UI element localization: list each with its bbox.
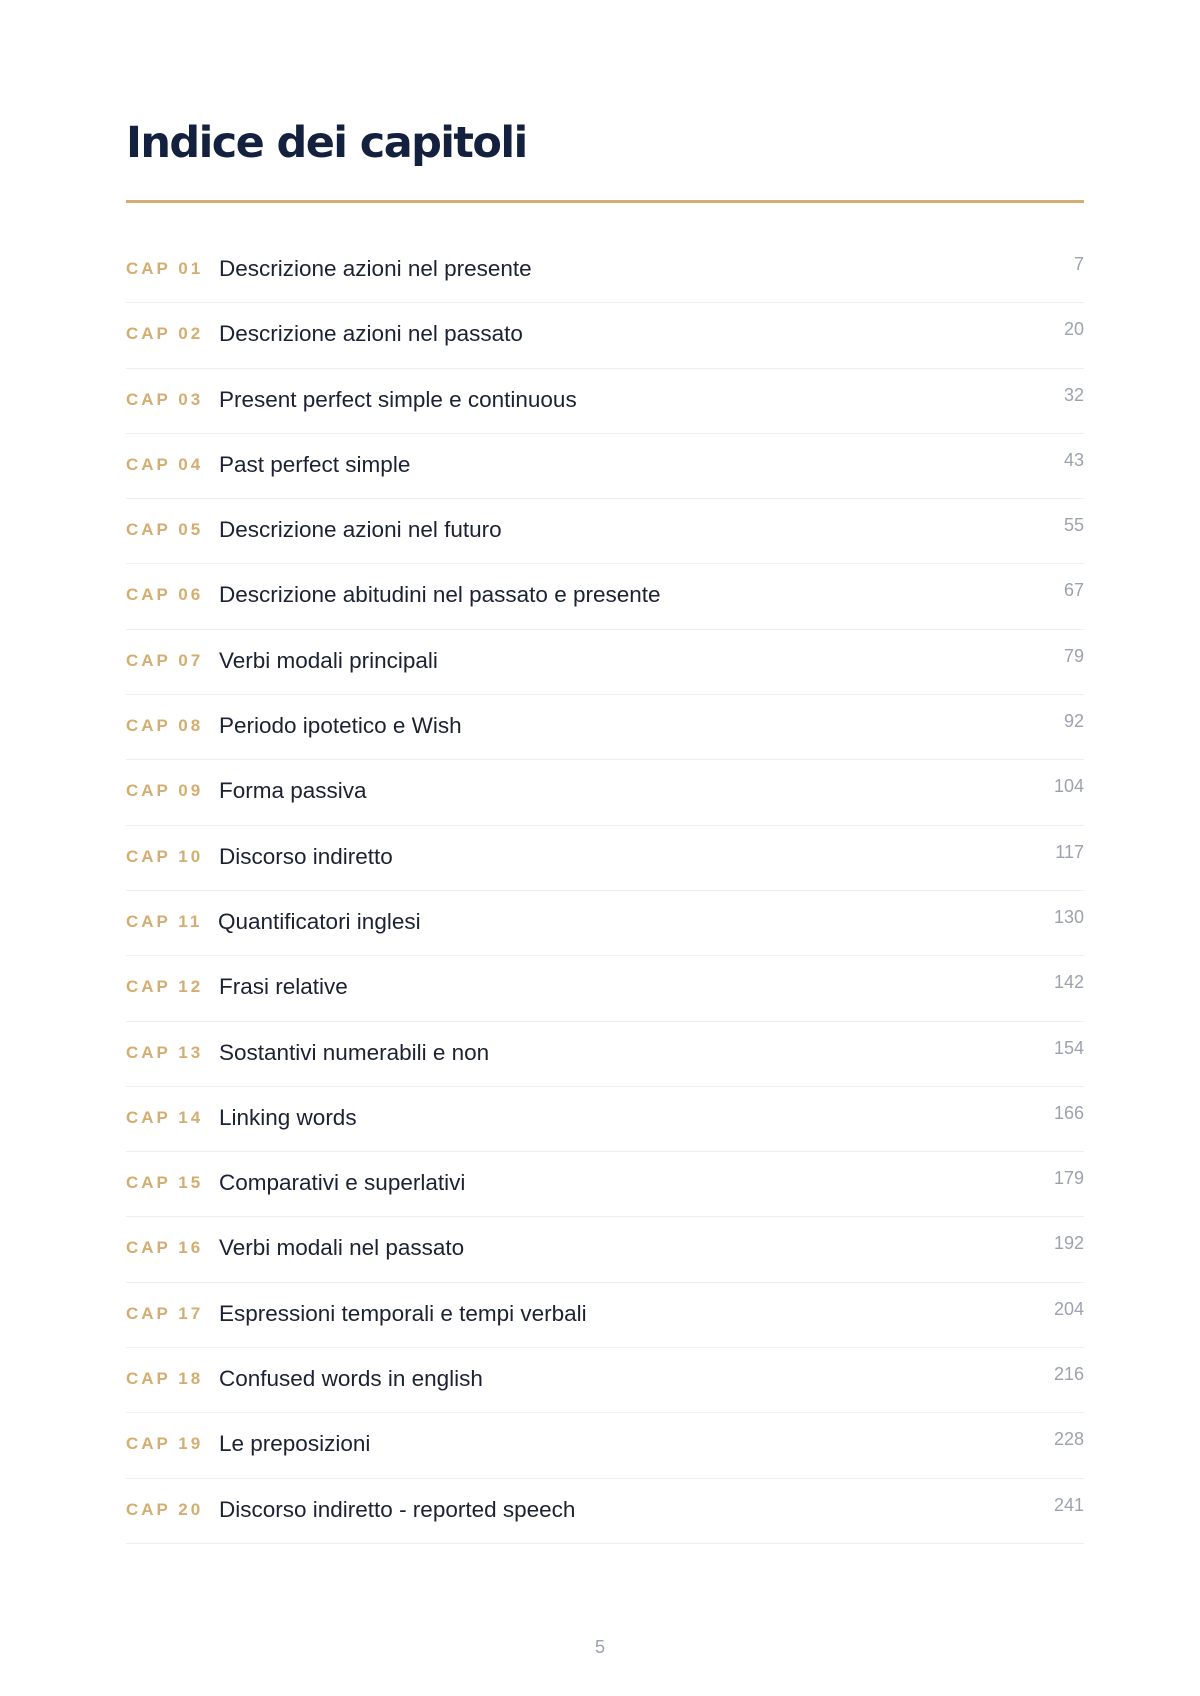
chapter-label: CAP 07 [126,650,204,670]
toc-entry[interactable] [126,499,1084,564]
chapter-title: Linking words [219,1104,357,1130]
chapter-page-number: 79 [1063,645,1084,666]
toc-entry[interactable] [126,760,1084,825]
chapter-page-number: 142 [1053,972,1084,993]
chapter-page-number: 55 [1063,515,1084,536]
toc-entry[interactable] [126,238,1084,303]
chapter-title: Espressioni temporali e tempi verbali [219,1300,587,1326]
chapter-title: Verbi modali principali [219,647,438,673]
chapter-title: Descrizione abitudini nel passato e presente [219,582,661,608]
chapter-page-number: 241 [1053,1494,1084,1515]
chapter-title: Descrizione azioni nel presente [219,256,532,281]
chapter-page-number: 154 [1053,1037,1084,1058]
chapter-page-number: 67 [1063,580,1084,601]
chapter-label: CAP 05 [126,520,204,540]
chapter-page-number: 216 [1053,1364,1084,1385]
chapter-title: Verbi modali nel passato [219,1235,465,1261]
chapter-label: CAP 15 [126,1173,204,1193]
chapter-page-number: 104 [1053,776,1084,797]
chapter-title: Periodo ipotetico e Wish [219,713,462,739]
chapter-page-number: 32 [1063,384,1084,405]
chapter-label: CAP 02 [126,324,204,344]
chapter-label: CAP 19 [126,1434,204,1454]
toc-entry[interactable] [126,1022,1084,1087]
chapter-label: CAP 14 [126,1107,204,1127]
title-divider [126,200,1084,203]
chapter-title: Sostantivi numerabili e non [219,1039,490,1065]
toc-entry[interactable] [126,1152,1084,1217]
chapter-title: Discorso indiretto [219,843,393,869]
toc-entry[interactable] [126,434,1084,499]
chapter-title: Past perfect simple [219,451,411,477]
toc-entry[interactable] [126,1217,1084,1282]
toc-entry[interactable] [126,695,1084,760]
chapter-label: CAP 09 [126,781,204,801]
chapter-label: CAP 01 [126,259,204,278]
chapter-label: CAP 16 [126,1238,204,1258]
table-of-contents [126,238,1084,1544]
chapter-page-number: 20 [1063,319,1084,340]
chapter-page-number: 192 [1053,1233,1084,1254]
chapter-title: Le preposizioni [219,1431,371,1457]
chapter-label: CAP 18 [126,1369,204,1389]
toc-entry[interactable] [126,891,1084,956]
chapter-label: CAP 12 [126,977,204,997]
chapter-page-number: 43 [1063,449,1084,470]
toc-entry[interactable] [126,1413,1084,1478]
chapter-page-number: 204 [1053,1298,1084,1319]
toc-entry[interactable] [126,369,1084,434]
chapter-title: Present perfect simple e continuous [219,386,577,412]
toc-entry[interactable] [126,1348,1084,1413]
chapter-label: CAP 11 [126,911,203,931]
toc-entry[interactable] [126,303,1084,368]
chapter-label: CAP 13 [126,1042,204,1062]
chapter-title: Quantificatori inglesi [218,908,421,934]
chapter-label: CAP 10 [126,846,204,866]
page-title: Indice dei capitoli [126,118,527,168]
chapter-title: Forma passiva [219,778,367,804]
chapter-title: Discorso indiretto - reported speech [219,1496,576,1522]
chapter-title: Descrizione azioni nel passato [219,321,523,347]
chapter-label: CAP 04 [126,454,204,474]
toc-entry[interactable] [126,630,1084,695]
toc-entry[interactable] [126,1087,1084,1152]
chapter-page-number: 7 [1073,254,1084,274]
chapter-page-number: 166 [1053,1102,1084,1123]
chapter-label: CAP 03 [126,389,204,409]
chapter-title: Comparativi e superlativi [219,1170,466,1196]
page-number: 5 [594,1637,605,1657]
toc-entry[interactable] [126,1283,1084,1348]
chapter-page-number: 179 [1053,1168,1084,1189]
chapter-page-number: 228 [1053,1429,1084,1450]
chapter-title: Confused words in english [219,1366,483,1392]
toc-entry[interactable] [126,1479,1084,1544]
chapter-title: Frasi relative [219,974,348,1000]
chapter-page-number: 130 [1053,906,1084,927]
chapter-page-number: 92 [1063,711,1084,732]
chapter-label: CAP 06 [126,585,204,605]
chapter-title: Descrizione azioni nel futuro [219,517,502,543]
chapter-label: CAP 08 [126,716,204,736]
toc-entry[interactable] [126,564,1084,629]
chapter-label: CAP 17 [126,1303,204,1323]
toc-entry[interactable] [126,826,1084,891]
chapter-label: CAP 20 [126,1499,204,1519]
chapter-page-number: 117 [1055,841,1084,862]
toc-entry[interactable] [126,956,1084,1021]
